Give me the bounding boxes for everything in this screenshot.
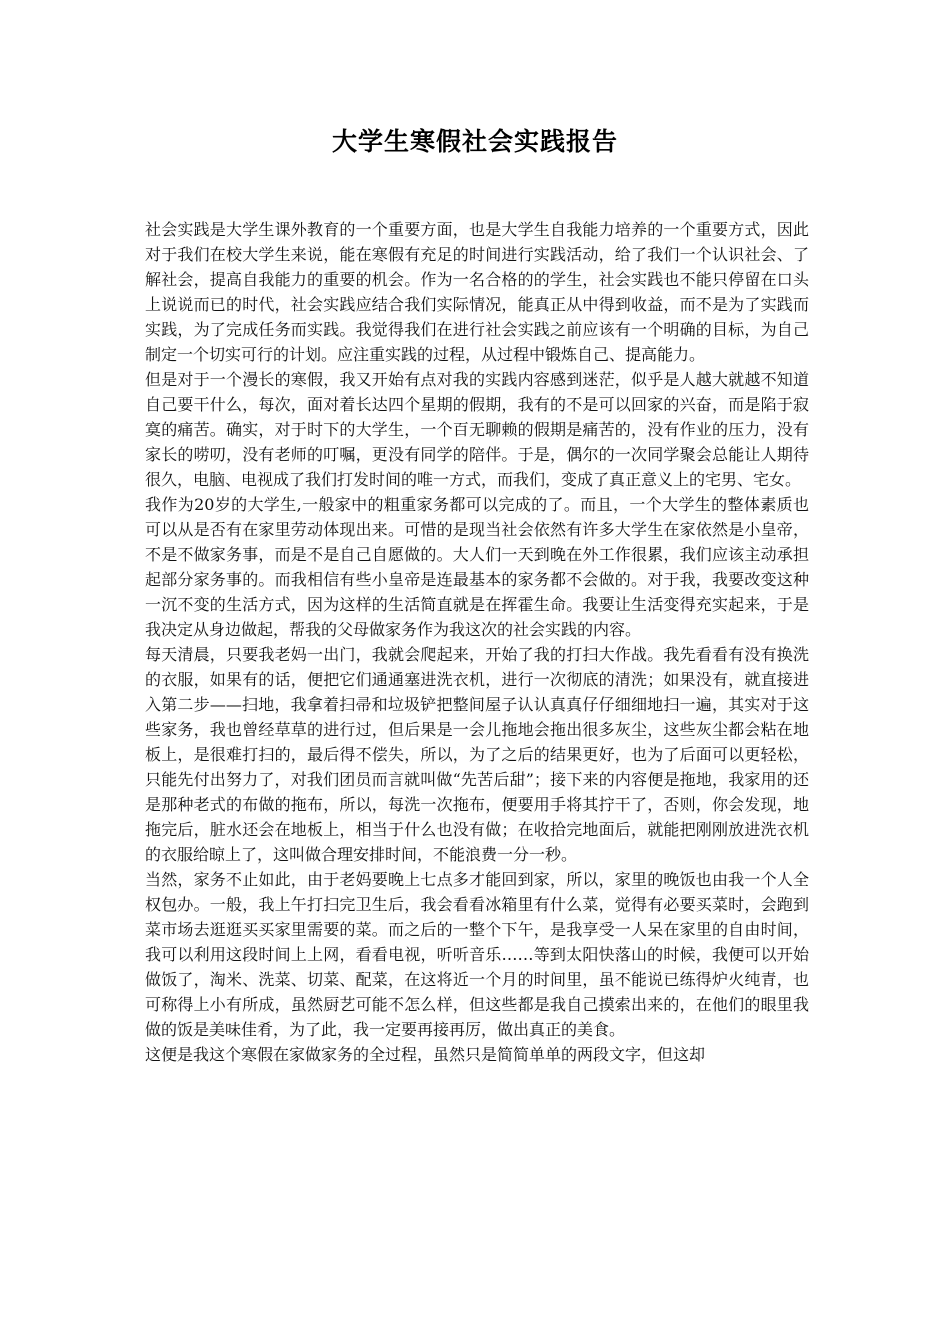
- paragraph: 我作为20岁的大学生,一般家中的粗重家务都可以完成的了。而且，一个大学生的整体素质也可以从是否有在家里劳动体现出来。可惜的是现当社会依然有许多大学生在家依然是小皇帝，不是不做家务事，而是不是自己自愿做的。大人们一天到晚在外工作很累，我们应该主动承担起部分家务事的。而我相信有些小皇帝是连最基本的家务都不会做的。对于我，我要改变这种一沉不变的生活方式，因为这样的生活简直就是在挥霍生命。我要让生活变得充实起来，于是我决定从身边做起，帮我的父母做家务作为我这次的社会实践的内容。: [145, 495, 809, 639]
- paragraph: 社会实践是大学生课外教育的一个重要方面，也是大学生自我能力培养的一个重要方式，因此对于我们在校大学生来说，能在寒假有充足的时间进行实践活动，给了我们一个认识社会、了解社会，提高自我能力的重要的机会。作为一名合格的的学生，社会实践也不能只停留在口头上说说而已的时代，社会实践应结合我们实际情况，能真正从中得到收益，而不是为了实践而实践，为了完成任务而实践。我觉得我们在进行社会实践之前应该有一个明确的目标，为自己制定一个切实可行的计划。应注重实践的过程，从过程中锻炼自己、提高能力。: [145, 220, 809, 364]
- paragraph: 每天清晨，只要我老妈一出门，我就会爬起来，开始了我的打扫大作战。我先看看有没有换洗的衣服，如果有的话，便把它们通通塞进洗衣机，进行一次彻底的清洗；如果没有，就直接进入第二步——扫地，我拿着扫帚和垃圾铲把整间屋子认认真真仔仔细细地扫一遍，其实对于这些家务，我也曾经草草的进行过，但后果是一会儿拖地会拖出很多灰尘，这些灰尘都会粘在地板上，是很难打扫的，最后得不偿失，所以，为了之后的结果更好，也为了后面可以更轻松，只能先付出努力了，对我们团员而言就叫做“先苦后甜”；接下来的内容便是拖地，我家用的还是那种老式的布做的拖布，所以，每洗一次拖布，便要用手将其拧干了，否则，你会发现，地拖完后，脏水还会在地板上，相当于什么也没有做；在收拾完地面后，就能把刚刚放进洗衣机的衣服给晾上了，这叫做合理安排时间，不能浪费一分一秒。: [145, 645, 809, 864]
- document-body: [145, 217, 809, 1327]
- paragraph: 这便是我这个寒假在家做家务的全过程，虽然只是简简单单的两段文字，但这却: [145, 1045, 706, 1064]
- paragraph: 但是对于一个漫长的寒假，我又开始有点对我的实践内容感到迷茫，似乎是人越大就越不知道自己要干什么，每次，面对着长达四个星期的假期，我有的不是可以回家的兴奋，而是陷于寂寞的痛苦。确实，对于时下的大学生，一个百无聊赖的假期是痛苦的，没有作业的压力，没有家长的唠叨，没有老师的叮嘱，更没有同学的陪伴。于是，偶尔的一次同学聚会总能让人期待很久，电脑、电视成了我们打发时间的唯一方式，而我们，变成了真正意义上的宅男、宅女。: [145, 370, 809, 489]
- document-title: 大学生寒假社会实践报告: [331, 127, 618, 156]
- paragraph: 当然，家务不止如此，由于老妈要晚上七点多才能回到家，所以，家里的晚饭也由我一个人全权包办。一般，我上午打扫完卫生后，我会看看冰箱里有什么菜，觉得有必要买菜时，会跑到菜市场去逛逛买买家里需要的菜。而之后的一整个下午，是我享受一人呆在家里的自由时间，我可以利用这段时间上上网，看看电视，听听音乐……等到太阳快落山的时候，我便可以开始做饭了，淘米、洗菜、切菜、配菜，在这将近一个月的时间里，虽不能说已练得炉火纯青，也可称得上小有所成，虽然厨艺可能不怎么样，但这些都是我自己摸索出来的，在他们的眼里我做的饭是美味佳肴，为了此，我一定要再接再厉，做出真正的美食。: [145, 870, 809, 1039]
